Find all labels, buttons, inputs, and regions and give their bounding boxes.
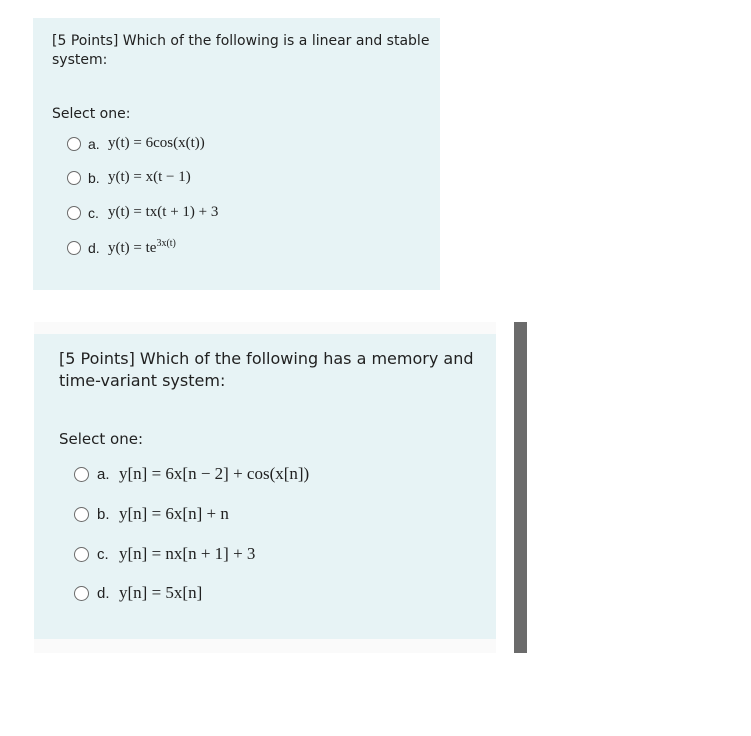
option-a[interactable]: [67, 135, 205, 152]
radio-button[interactable]: [74, 467, 89, 482]
option-a[interactable]: [74, 464, 309, 484]
option-d[interactable]: [67, 238, 176, 257]
option-letter: a.: [97, 465, 110, 483]
option-formula: [108, 238, 176, 257]
option-letter: d.: [97, 584, 110, 602]
question-text: [5 Points] Which of the following has a memory and time-variant system:: [59, 349, 474, 390]
radio-button[interactable]: [67, 241, 81, 255]
option-formula: y[n] = nx[n + 1] + 3: [119, 544, 256, 563]
option-formula: y(t) = tx(t + 1) + 3: [108, 204, 219, 220]
radio-button[interactable]: [67, 206, 81, 220]
radio-button[interactable]: [74, 586, 89, 601]
option-d[interactable]: [74, 583, 202, 603]
option-formula: y[n] = 6x[n] + n: [119, 504, 229, 523]
option-b[interactable]: [67, 169, 191, 186]
option-formula: y(t) = 6cos(x(t)): [108, 135, 205, 151]
option-b[interactable]: [74, 504, 229, 524]
option-letter: c.: [88, 204, 99, 221]
option-letter: a.: [88, 135, 100, 152]
select-one-label: Select one:: [52, 106, 131, 122]
select-one-label: Select one:: [59, 430, 144, 448]
card-top-strip: [34, 322, 496, 334]
option-formula: y[n] = 6x[n − 2] + cos(x[n]): [119, 464, 310, 483]
option-letter: b.: [88, 169, 100, 186]
option-c[interactable]: [67, 204, 218, 221]
question-card-2: [34, 334, 496, 639]
option-letter: d.: [88, 239, 100, 256]
formula-exponent: 3x(t): [156, 238, 176, 249]
question-card-1: [33, 18, 440, 290]
option-letter: b.: [97, 505, 110, 523]
card-bottom-strip: [34, 639, 496, 653]
option-formula: y[n] = 5x[n]: [119, 583, 203, 602]
formula-main: y(t) = te: [108, 240, 157, 256]
radio-button[interactable]: [74, 507, 89, 522]
radio-button[interactable]: [74, 547, 89, 562]
scrollbar[interactable]: [514, 322, 527, 653]
radio-button[interactable]: [67, 171, 81, 185]
option-formula: y(t) = x(t − 1): [108, 169, 191, 185]
option-c[interactable]: [74, 544, 255, 564]
option-letter: c.: [97, 545, 109, 563]
radio-button[interactable]: [67, 137, 81, 151]
question-text: [5 Points] Which of the following is a linear and stable system:: [52, 33, 430, 68]
